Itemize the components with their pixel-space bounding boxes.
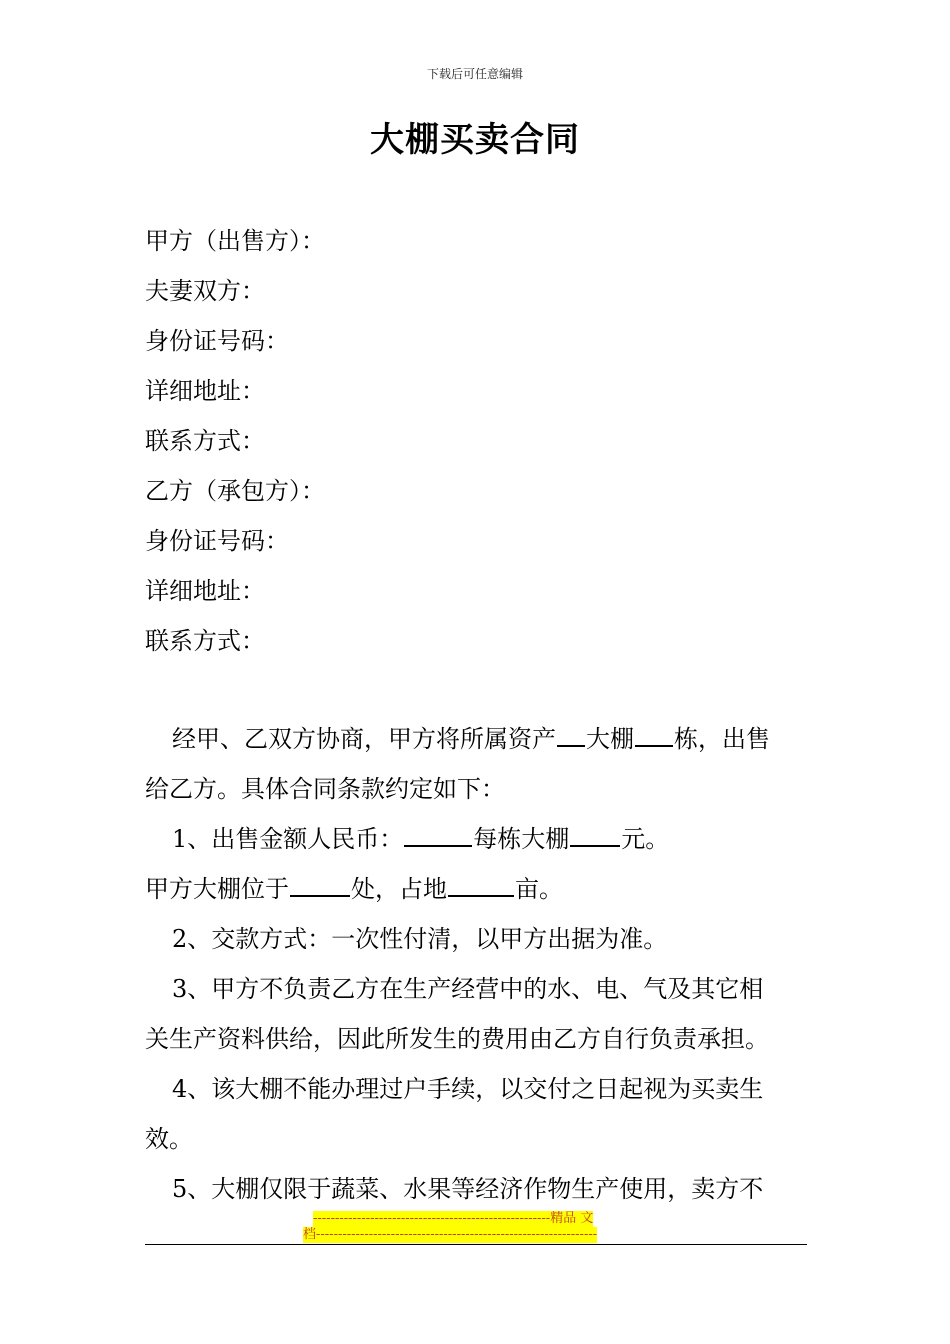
location-text-c: 亩。: [515, 875, 563, 903]
blank-location: [290, 873, 350, 897]
intro-line-2: 给乙方。具体合同条款约定如下：: [145, 775, 505, 803]
location-text-a: 甲方大棚位于: [145, 875, 289, 903]
blank-price-per-unit: [570, 823, 620, 847]
blank-amount: [404, 823, 472, 847]
clause-1: [172, 822, 669, 856]
clause-3-line-1: 3、甲方不负责乙方在生产经营中的水、电、气及其它相: [172, 975, 764, 1003]
location-line: [145, 872, 563, 906]
party-a-address: 详细地址：: [145, 377, 265, 405]
party-a-contact: 联系方式：: [145, 427, 265, 455]
intro-line-1: [172, 722, 770, 756]
clause-5-line-1: 5、大棚仅限于蔬菜、水果等经济作物生产使用，卖方不: [172, 1175, 764, 1203]
clause-1-text-b: 每栋大棚: [473, 825, 570, 853]
clause-1-text-a: 1、出售金额人民币：: [172, 825, 404, 853]
clause-4-line-2: 效。: [145, 1125, 193, 1153]
clause-3-line-2: 关生产资料供给，因此所发生的费用由乙方自行负责承担。: [145, 1025, 769, 1053]
party-b-id-number: 身份证号码：: [145, 527, 289, 555]
blank-greenhouse-count: [635, 723, 673, 747]
party-a-spouses: 夫妻双方：: [145, 277, 265, 305]
footer-watermark-line-1: ------------------------------------------------------精品 文: [313, 1211, 594, 1226]
intro-text-c: 栋，出售: [674, 725, 770, 753]
clause-4-line-1: 4、该大棚不能办理过户手续，以交付之日起视为买卖生: [172, 1075, 764, 1103]
blank-asset: [557, 723, 585, 747]
party-b-contact: 联系方式：: [145, 627, 265, 655]
footer-rule: [145, 1244, 807, 1245]
blank-area: [448, 873, 514, 897]
party-a-id-number: 身份证号码：: [145, 327, 289, 355]
party-b-label: 乙方（承包方）：: [145, 477, 325, 505]
clause-1-text-c: 元。: [621, 825, 670, 853]
party-a-label: 甲方（出售方）：: [145, 227, 325, 255]
footer-watermark-line-2: 档----------------------------------------------------------------: [303, 1227, 598, 1242]
intro-text-a: 经甲、乙双方协商，甲方将所属资产: [172, 725, 556, 753]
party-b-address: 详细地址：: [145, 577, 265, 605]
location-text-b: 处，占地: [351, 875, 447, 903]
clause-2: 2、交款方式：一次性付清，以甲方出据为准。: [172, 925, 668, 953]
header-note: 下载后可任意编辑: [426, 67, 523, 81]
intro-text-b: 大棚: [586, 725, 634, 753]
document-title: 大棚买卖合同: [370, 120, 580, 160]
